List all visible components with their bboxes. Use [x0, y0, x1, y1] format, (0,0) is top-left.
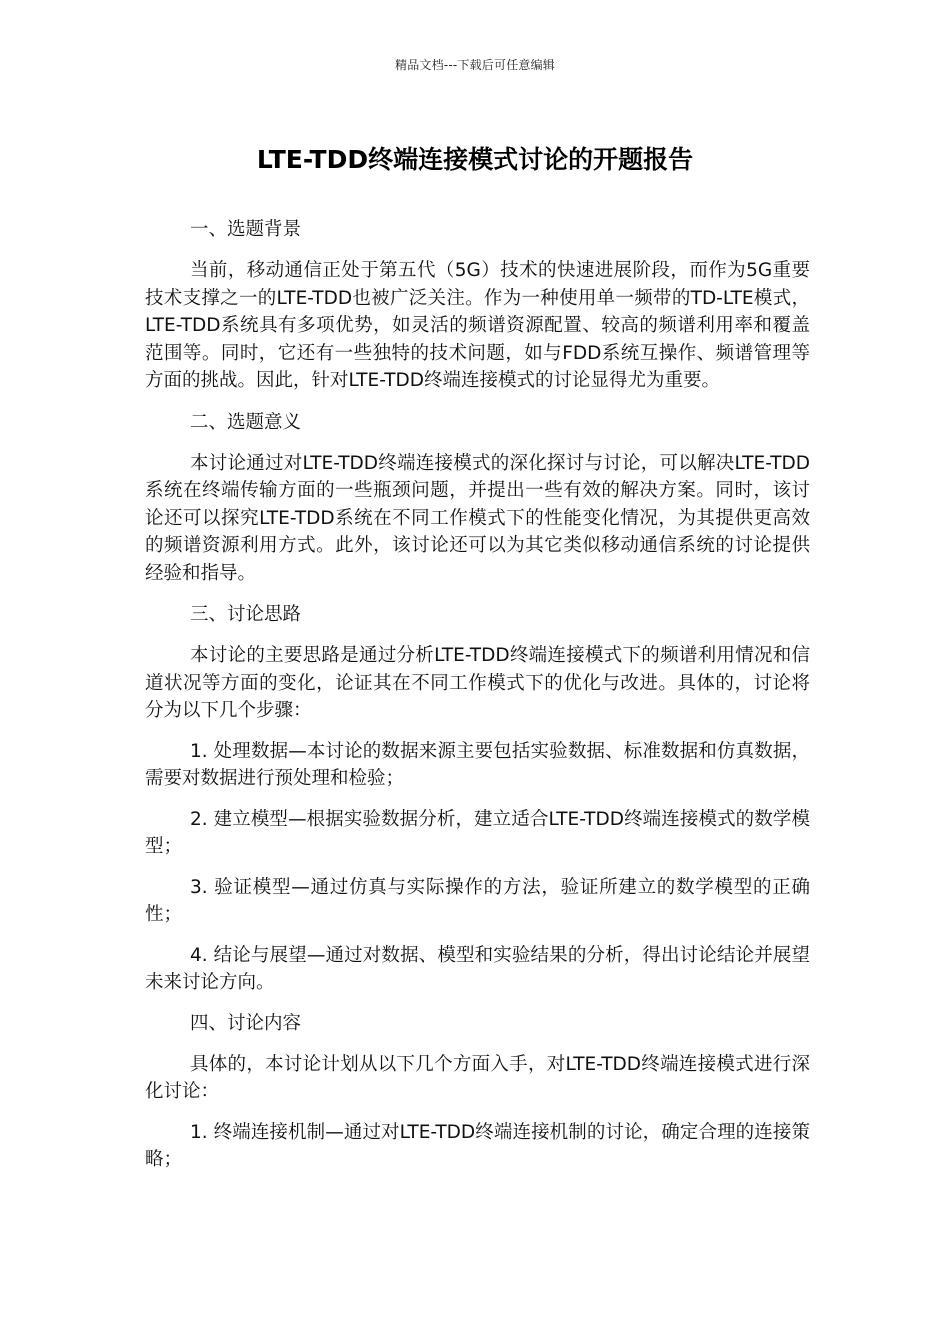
- list-item-step-1: 1. 处理数据—本讨论的数据来源主要包括实验数据、标准数据和仿真数据，需要对数据进行预处理和检验；: [145, 740, 810, 789]
- paragraph-background: 当前，移动通信正处于第五代（5G）技术的快速进展阶段，而作为5G重要技术支撑之一的LTE-TDD也被广泛关注。作为一种使用单一频带的TD-LTE模式，LTE-TDD系统具有多项优势，如灵活的频谱资源配置、较高的频谱利用率和覆盖范围等。同时，它还有一些独特的技术问题，如与FDD系统互操作、频谱管理等方面的挑战。因此，针对LTE-TDD终端连接模式的讨论显得尤为重要。: [145, 260, 810, 391]
- list-item-content-1: 1. 终端连接机制—通过对LTE-TDD终端连接机制的讨论，确定合理的连接策略；: [145, 1121, 810, 1170]
- document-title: LTE-TDD终端连接模式讨论的开题报告: [256, 145, 694, 174]
- paragraph-significance: 本讨论通过对LTE-TDD终端连接模式的深化探讨与讨论，可以解决LTE-TDD系统在终端传输方面的一些瓶颈问题，并提出一些有效的解决方案。同时，该讨论还可以探究LTE-TDD系统在不同工作模式下的性能变化情况，为其提供更高效的频谱资源利用方式。此外，该讨论还可以为其它类似移动通信系统的讨论提供经验和指导。: [145, 452, 810, 584]
- header-note: 精品文档---下载后可任意编辑: [395, 58, 555, 72]
- list-item-step-4: 4. 结论与展望—通过对数据、模型和实验结果的分析，得出讨论结论并展望未来讨论方向。: [145, 944, 810, 993]
- paragraph-content: 具体的，本讨论计划从以下几个方面入手，对LTE-TDD终端连接模式进行深化讨论：: [145, 1053, 810, 1102]
- document-body: [145, 216, 810, 1174]
- list-item-step-3: 3. 验证模型—通过仿真与实际操作的方法，验证所建立的数学模型的正确性；: [145, 876, 810, 925]
- list-item-step-2: 2. 建立模型—根据实验数据分析，建立适合LTE-TDD终端连接模式的数学模型；: [145, 808, 810, 857]
- section-heading-background: 一、选题背景: [190, 219, 302, 240]
- section-heading-content: 四、讨论内容: [190, 1012, 302, 1034]
- section-heading-approach: 三、讨论思路: [190, 604, 302, 625]
- paragraph-approach: 本讨论的主要思路是通过分析LTE-TDD终端连接模式下的频谱利用情况和信道状况等方面的变化，论证其在不同工作模式下的优化与改进。具体的，讨论将分为以下几个步骤：: [145, 645, 810, 721]
- section-heading-significance: 二、选题意义: [190, 411, 302, 433]
